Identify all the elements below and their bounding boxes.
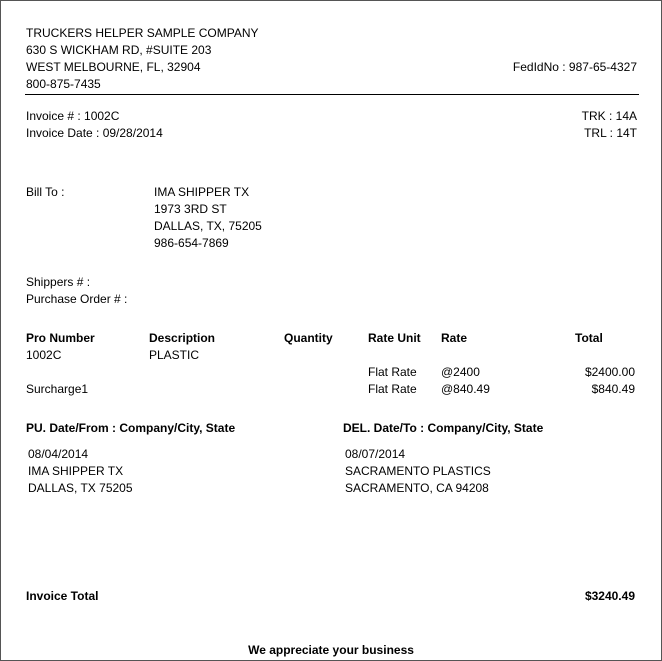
pickup-date: 08/04/2014 xyxy=(28,447,89,461)
footer-message: We appreciate your business xyxy=(248,643,414,657)
row3-total: $840.49 xyxy=(591,382,635,396)
pickup-header: PU. Date/From : Company/City, State xyxy=(26,421,236,435)
row3-rate-unit: Flat Rate xyxy=(368,382,417,396)
purchase-order-label: Purchase Order # : xyxy=(26,292,128,306)
bill-to-phone: 986-654-7869 xyxy=(154,236,229,250)
bill-to-city: DALLAS, TX, 75205 xyxy=(154,219,262,233)
row1-description: PLASTIC xyxy=(149,348,200,362)
fed-id-number: FedIdNo : 987-65-4327 xyxy=(512,60,637,74)
delivery-city: SACRAMENTO, CA 94208 xyxy=(345,481,489,495)
header-quantity: Quantity xyxy=(284,331,333,345)
company-address-line1: 630 S WICKHAM RD, #SUITE 203 xyxy=(26,43,212,57)
invoice-date: Invoice Date : 09/28/2014 xyxy=(26,126,163,140)
company-name: TRUCKERS HELPER SAMPLE COMPANY xyxy=(26,26,259,40)
company-address-line2: WEST MELBOURNE, FL, 32904 xyxy=(26,60,201,74)
header-total: Total xyxy=(575,331,603,345)
invoice-number: Invoice # : 1002C xyxy=(26,109,120,123)
delivery-header: DEL. Date/To : Company/City, State xyxy=(343,421,544,435)
trailer-number: TRL : 14T xyxy=(584,126,637,140)
invoice-total-amount: $3240.49 xyxy=(584,589,635,603)
bill-to-address: 1973 3RD ST xyxy=(154,202,227,216)
bill-to-name: IMA SHIPPER TX xyxy=(154,185,250,199)
pickup-company: IMA SHIPPER TX xyxy=(28,464,124,478)
company-phone: 800-875-7435 xyxy=(26,77,101,91)
pickup-city: DALLAS, TX 75205 xyxy=(28,481,133,495)
header-rate: Rate xyxy=(441,331,468,345)
truck-number: TRK : 14A xyxy=(581,109,637,123)
header-divider xyxy=(25,94,639,95)
row1-pro-number: 1002C xyxy=(26,348,62,362)
row2-rate: @2400 xyxy=(441,365,480,379)
invoice-total-label: Invoice Total xyxy=(26,589,99,603)
row2-total: $2400.00 xyxy=(584,365,635,379)
header-pro-number: Pro Number xyxy=(26,331,95,345)
header-rate-unit: Rate Unit xyxy=(368,331,421,345)
row3-rate: @840.49 xyxy=(441,382,490,396)
delivery-date: 08/07/2014 xyxy=(345,447,406,461)
row3-pro-number: Surcharge1 xyxy=(26,382,89,396)
delivery-company: SACRAMENTO PLASTICS xyxy=(345,464,491,478)
shippers-number-label: Shippers # : xyxy=(26,275,91,289)
row2-rate-unit: Flat Rate xyxy=(368,365,417,379)
header-description: Description xyxy=(149,331,216,345)
bill-to-label: Bill To : xyxy=(26,185,65,199)
